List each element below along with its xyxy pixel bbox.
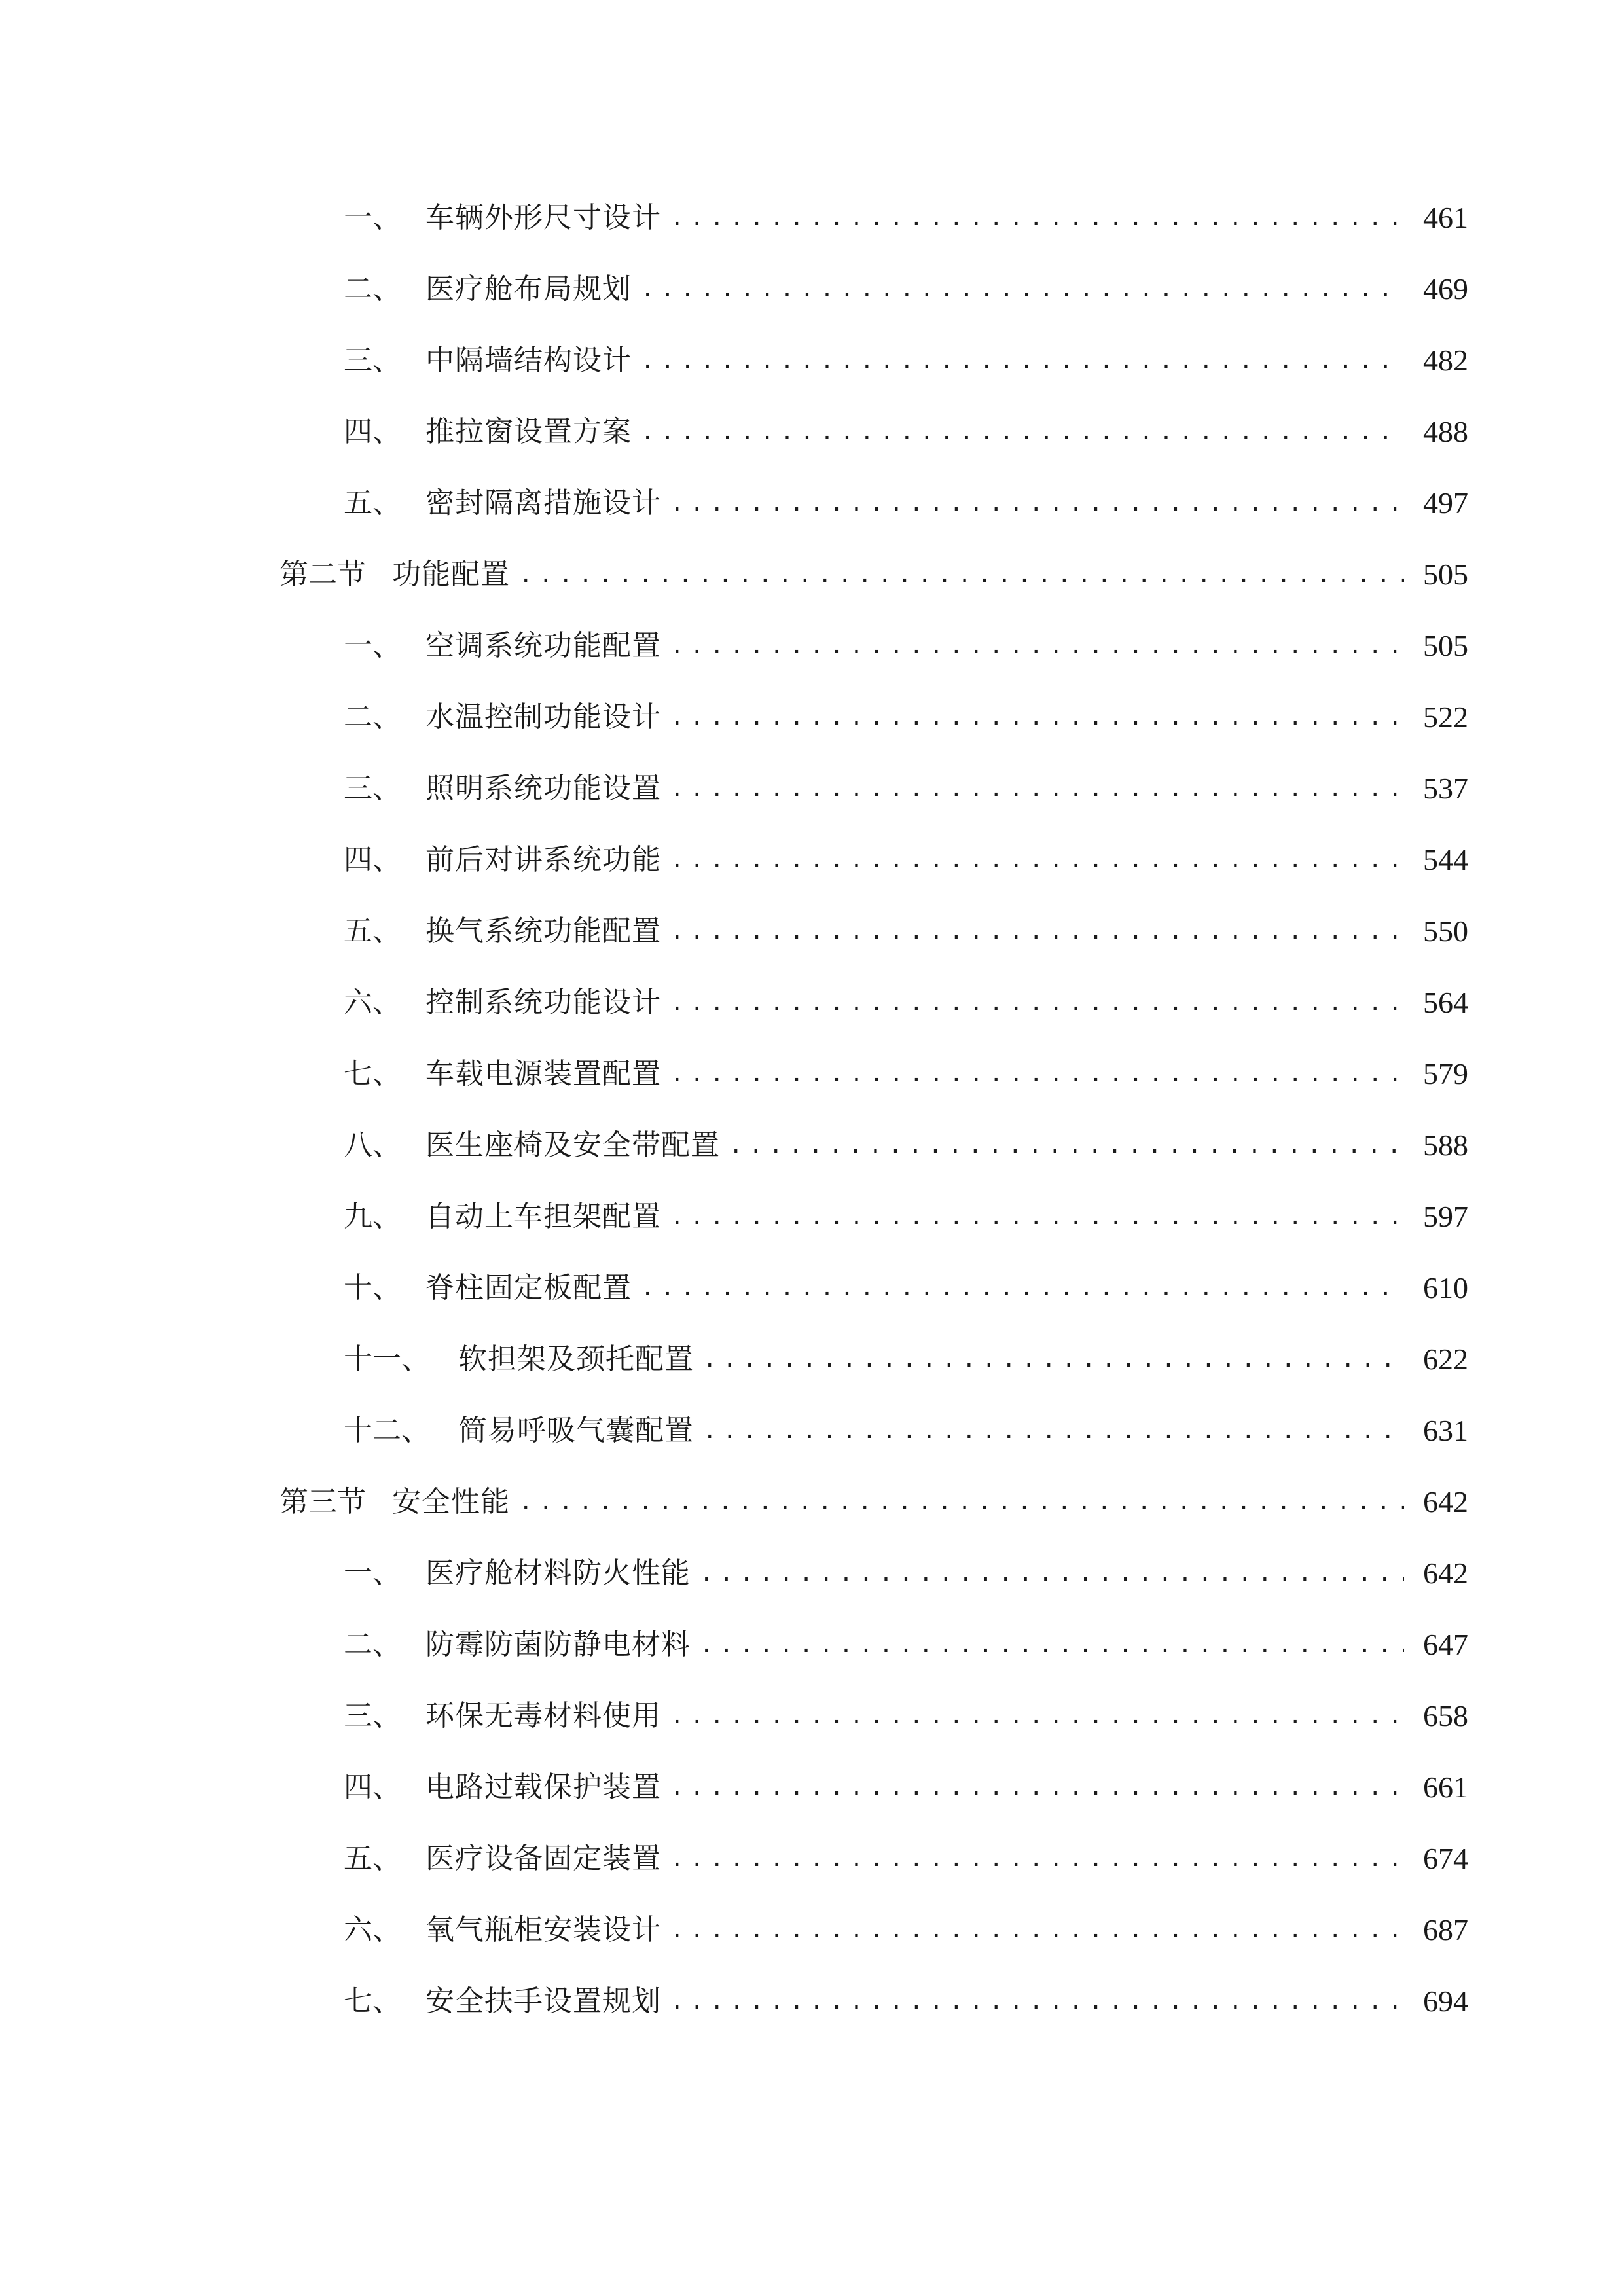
toc-entry-title: 换气系统功能配置 (425, 914, 661, 948)
toc-entry-number: 十、 (344, 1271, 401, 1304)
toc-entry-title: 脊柱固定板配置 (425, 1271, 632, 1304)
toc-entry-page: 522 (1423, 700, 1468, 734)
toc-entry-number: 七、 (344, 1984, 401, 2018)
toc-entry[interactable] (344, 1761, 1468, 1814)
toc-entry-title: 车载电源装置配置 (425, 1057, 661, 1090)
toc-entry-number: 五、 (344, 914, 401, 948)
toc-entry-title: 软担架及颈托配置 (458, 1342, 694, 1376)
toc-entry-page: 694 (1423, 1984, 1468, 2018)
dot-leader (519, 548, 1404, 601)
toc-entry-page: 674 (1423, 1842, 1468, 1875)
dot-leader (670, 762, 1404, 815)
toc-entry-title: 照明系统功能设置 (425, 772, 661, 805)
toc-entry-number: 三、 (344, 344, 401, 377)
toc-entry[interactable] (344, 762, 1468, 815)
toc-entry-page: 469 (1423, 272, 1468, 306)
toc-entry-page: 610 (1423, 1271, 1468, 1304)
dot-leader (670, 1833, 1404, 1885)
toc-entry-number: 三、 (344, 1699, 401, 1732)
toc-entry[interactable] (344, 1690, 1468, 1742)
toc-entry[interactable] (344, 192, 1468, 244)
toc-entry[interactable] (344, 406, 1468, 458)
toc-entry-page: 461 (1423, 201, 1468, 234)
toc-entry-number: 八、 (344, 1128, 401, 1162)
toc-entry-title: 环保无毒材料使用 (425, 1699, 661, 1732)
dot-leader (670, 905, 1404, 958)
toc-entry-page: 661 (1423, 1770, 1468, 1804)
toc-entry[interactable] (344, 1619, 1468, 1671)
dot-leader (703, 1405, 1404, 1457)
dot-leader (670, 977, 1404, 1029)
toc-entry[interactable] (344, 620, 1468, 672)
toc-entry[interactable] (344, 477, 1468, 529)
toc-entry-page: 482 (1423, 344, 1468, 377)
dot-leader (700, 1547, 1404, 1600)
toc-entry[interactable] (344, 834, 1468, 886)
toc-entry-title: 控制系统功能设计 (425, 986, 661, 1019)
toc-entry-title: 安全扶手设置规划 (425, 1984, 661, 2018)
toc-entry-title: 电路过载保护装置 (425, 1770, 661, 1804)
toc-entry-page: 622 (1423, 1342, 1468, 1376)
toc-entry-page: 579 (1423, 1057, 1468, 1090)
toc-entry-title: 医疗舱布局规划 (425, 272, 632, 306)
toc-entry[interactable] (344, 1547, 1468, 1600)
toc-entry[interactable] (344, 1833, 1468, 1885)
dot-leader (641, 1262, 1404, 1314)
toc-entry-page: 631 (1423, 1414, 1468, 1447)
dot-leader (670, 1975, 1404, 2028)
toc-entry-page: 544 (1423, 843, 1468, 876)
toc-entry-number: 七、 (344, 1057, 401, 1090)
dot-leader (670, 192, 1404, 244)
dot-leader (700, 1619, 1404, 1671)
toc-section-entry[interactable] (280, 1476, 1468, 1528)
toc-entry-title: 医疗舱材料防火性能 (425, 1556, 691, 1590)
toc-entry-page: 564 (1423, 986, 1468, 1019)
toc-entry-number: 一、 (344, 1556, 401, 1590)
toc-entry[interactable] (344, 1048, 1468, 1100)
toc-entry-title: 水温控制功能设计 (425, 700, 661, 734)
toc-entry-page: 550 (1423, 914, 1468, 948)
toc-entry-number: 六、 (344, 986, 401, 1019)
toc-entry-number: 四、 (344, 843, 401, 876)
toc-entry-page: 642 (1423, 1556, 1468, 1590)
toc-entry[interactable] (344, 1262, 1468, 1314)
dot-leader (670, 1904, 1404, 1956)
toc-entry[interactable] (344, 1405, 1468, 1457)
toc-entry-title: 医疗设备固定装置 (425, 1842, 661, 1875)
toc-entry-number: 十二、 (344, 1414, 430, 1447)
toc-entry[interactable] (344, 1333, 1468, 1386)
toc-entry[interactable] (344, 334, 1468, 387)
toc-entry-title: 氧气瓶柜安装设计 (425, 1913, 661, 1946)
toc-entry[interactable] (344, 263, 1468, 315)
toc-entry-title: 医生座椅及安全带配置 (425, 1128, 720, 1162)
toc-entry-page: 642 (1423, 1485, 1468, 1518)
toc-entry-title: 推拉窗设置方案 (425, 415, 632, 448)
toc-entry-page: 647 (1423, 1628, 1468, 1661)
toc-entry-title: 空调系统功能配置 (425, 629, 661, 662)
dot-leader (641, 334, 1404, 387)
toc-entry-number: 九、 (344, 1200, 401, 1233)
toc-entry-number: 六、 (344, 1913, 401, 1946)
toc-entry[interactable] (344, 1119, 1468, 1172)
toc-entry[interactable] (344, 977, 1468, 1029)
dot-leader (670, 477, 1404, 529)
toc-entry-number: 三、 (344, 772, 401, 805)
toc-entry[interactable] (344, 905, 1468, 958)
dot-leader (670, 620, 1404, 672)
toc-entry-page: 687 (1423, 1913, 1468, 1946)
toc-entry-number: 四、 (344, 415, 401, 448)
dot-leader (729, 1119, 1404, 1172)
toc-entry-title: 中隔墙结构设计 (425, 344, 632, 377)
toc-entry-page: 505 (1423, 558, 1468, 591)
toc-entry-title: 简易呼吸气囊配置 (458, 1414, 694, 1447)
toc-entry-number: 五、 (344, 486, 401, 520)
toc-entry-title: 密封隔离措施设计 (425, 486, 661, 520)
toc-entry-number: 二、 (344, 1628, 401, 1661)
toc-entry[interactable] (344, 1975, 1468, 2028)
toc-entry-title: 防霉防菌防静电材料 (425, 1628, 691, 1661)
toc-entry-page: 597 (1423, 1200, 1468, 1233)
dot-leader (670, 1690, 1404, 1742)
dot-leader (641, 263, 1404, 315)
toc-entry-number: 四、 (344, 1770, 401, 1804)
toc-entry-number: 二、 (344, 272, 401, 306)
toc-entry-page: 505 (1423, 629, 1468, 662)
toc-section-number: 第二节 (280, 558, 366, 591)
dot-leader (641, 406, 1404, 458)
dot-leader (703, 1333, 1404, 1386)
toc-entry-title: 车辆外形尺寸设计 (425, 201, 661, 234)
dot-leader (670, 1048, 1404, 1100)
dot-leader (519, 1476, 1404, 1528)
dot-leader (670, 1761, 1404, 1814)
dot-leader (670, 691, 1404, 744)
toc-entry-number: 二、 (344, 700, 401, 734)
dot-leader (670, 1191, 1404, 1243)
toc-section-entry[interactable] (280, 548, 1468, 601)
toc-entry-page: 588 (1423, 1128, 1468, 1162)
toc-section-number: 第三节 (280, 1485, 366, 1518)
toc-entry-page: 497 (1423, 486, 1468, 520)
toc-section-title: 功能配置 (392, 558, 510, 591)
toc-entry-number: 五、 (344, 1842, 401, 1875)
toc-entry-page: 658 (1423, 1699, 1468, 1732)
toc-section-title: 安全性能 (392, 1485, 510, 1518)
toc-entry-number: 一、 (344, 629, 401, 662)
toc-entry[interactable] (344, 1904, 1468, 1956)
toc-entry-page: 488 (1423, 415, 1468, 448)
toc-entry-title: 自动上车担架配置 (425, 1200, 661, 1233)
toc-entry-page: 537 (1423, 772, 1468, 805)
toc-entry-title: 前后对讲系统功能 (425, 843, 661, 876)
toc-entry[interactable] (344, 1191, 1468, 1243)
toc-entry[interactable] (344, 691, 1468, 744)
dot-leader (670, 834, 1404, 886)
toc-entry-number: 一、 (344, 201, 401, 234)
toc-entry-number: 十一、 (344, 1342, 430, 1376)
